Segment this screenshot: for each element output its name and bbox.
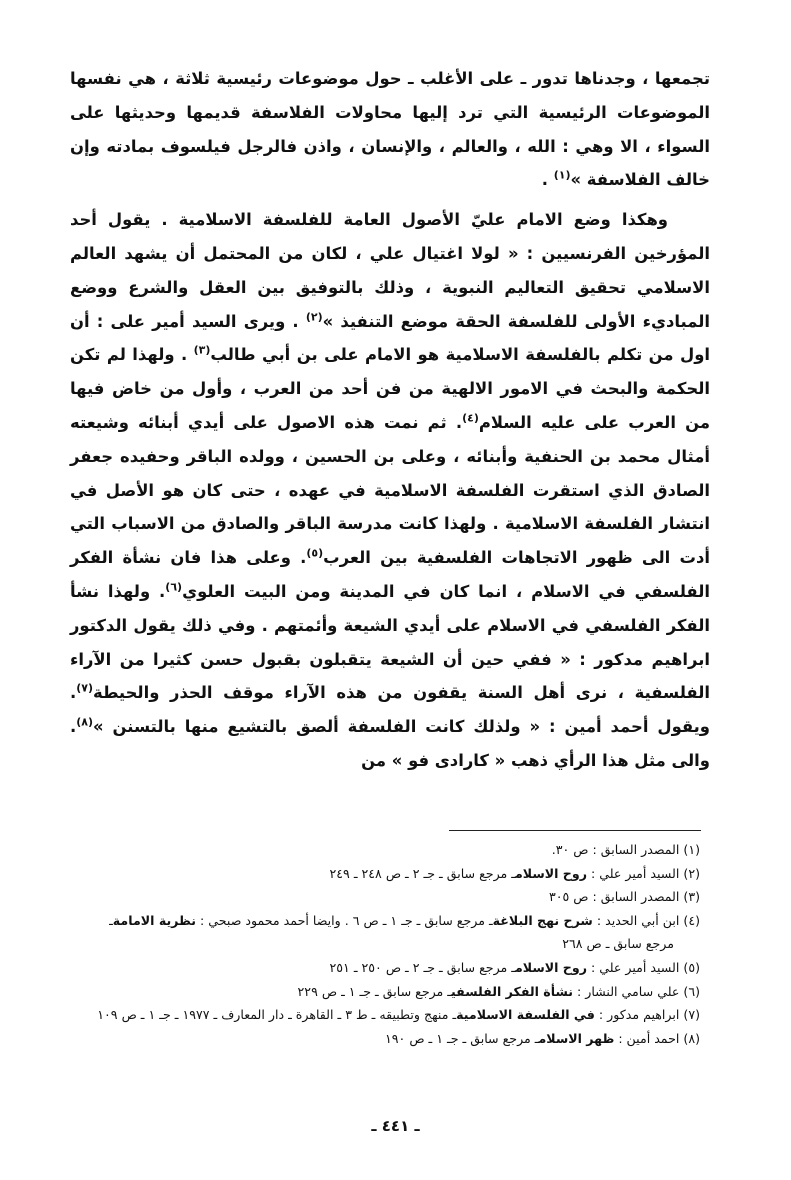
footnote-ref-1: (١): [553, 168, 571, 182]
footnote-book-title: نظرية الامامة: [112, 912, 197, 928]
footnote-text: ابن أبي الحديد :: [592, 912, 680, 928]
footnote-book-title: روح الاسلام: [514, 959, 587, 975]
footnote-ref-8: (٨): [76, 715, 94, 729]
footnote-divider: [449, 830, 701, 831]
footnote-number: (٧): [683, 1007, 700, 1023]
footnote-number: (٣): [683, 889, 700, 905]
footnote-number: (٦): [683, 983, 700, 999]
paragraph-text: .: [541, 170, 554, 190]
footnote-text: ـ مرجع سابق ـ جـ ١ ـ ص ١٩٠: [385, 1030, 539, 1046]
footnote-text: ـ مرجع سابق ـ جـ ١ ـ ص ٢٢٩: [297, 983, 451, 999]
footnote-text: ـ مرجع سابق ـ جـ ١ ـ ص ٦ . وايضا أحمد محمود صبحي :: [196, 912, 493, 928]
paragraph-1: [70, 62, 710, 197]
footnote-text: ابراهيم مدكور :: [594, 1007, 680, 1023]
footnote-number: (٢): [683, 865, 700, 881]
paragraph-text: . وعلى هذا فان نشأة الفكر الفلسفي في الاسلام ، انما كان في المدينة ومن البيت العلوي: [70, 548, 710, 601]
footnote-text: المصدر السابق : ص ٣٠.: [551, 842, 680, 857]
footnote-3: [90, 885, 700, 909]
footnote-ref-2: (٢): [305, 310, 323, 324]
footnote-ref-5: (٥): [306, 546, 324, 560]
footnote-book-title: نشأة الفكر الفلسفي: [451, 983, 574, 999]
paragraph-2: [70, 203, 710, 778]
paragraph-text: . ولهذا لم تكن الحكمة والبحث في الامور الالهية من فن أحد من العرب ، وأول من خاض فيها من العرب على عليه السلام: [70, 345, 710, 432]
footnote-number: (١): [683, 842, 700, 857]
footnotes: [90, 838, 700, 1050]
paragraph-text: تجمعها ، وجدناها تدور ـ على الأغلب ـ حول موضوعات رئيسية ثلاثة ، هي نفسها الموضوعات الرئيسية التي ترد إليها محاولات الفلاسفة قديمها وحديثها على السواء ، الا وهي : الله ، والعالم ، والإنسان ، واذن فالرجل فيلسوف بمادته وإن خالف الفلاسفة »: [70, 69, 710, 190]
footnote-text: ـ مرجع سابق ـ ص ٢٦٨: [109, 912, 674, 952]
footnote-text: المصدر السابق : ص ٣٠٥: [548, 889, 680, 905]
footnote-7: [90, 1003, 700, 1027]
footnote-ref-4: (٤): [462, 411, 479, 425]
footnote-ref-3: (٣): [193, 343, 211, 357]
page-number: ـ ٤٤١ ـ: [371, 1117, 420, 1135]
paragraph-text: . ويرى السيد أمير على : أن اول من تكلم بالفلسفة الاسلامية هو الامام على بن أبي طالب: [70, 311, 711, 365]
footnote-book-title: ظهر الاسلام: [538, 1030, 615, 1046]
footnote-book-title: روح الاسلام: [514, 865, 587, 881]
footnote-book-title: شرح نهج البلاغة: [492, 912, 593, 928]
footnote-text: السيد أمير علي :: [586, 865, 680, 881]
footnote-ref-6: (٦): [165, 580, 183, 594]
paragraph-text: وهكذا وضع الامام عليّ الأصول العامة للفلسفة الاسلامية . يقول أحد المؤرخين الفرنسيين : « لولا اغتيال علي ، لكان من المحتمل أن يشهد العالم الاسلامي تحقيق التعاليم النبوية ، وذلك بالتوفيق بين العقل والشرع ووضع المباديء الأولى للفلسفة الحقة موضع التنفيذ »: [70, 210, 710, 331]
paragraph-text: . ولهذا نشأ الفكر الفلسفي في الاسلام على أيدي الشيعة وأئمتهم . وفي ذلك يقول الدكتور ابراهيم مدكور : « ففي حين أن الشيعة يتقبلون بقبول حسن كثيرا من الآراء الفلسفية ، نرى أهل السنة يقفون من هذه الآراء موقف الحذر والحيطة: [70, 581, 710, 703]
footnote-text: علي سامي النشار :: [573, 983, 680, 999]
footnote-book-title: في الفلسفة الاسلامية: [456, 1007, 595, 1023]
paragraph-text: . ثم نمت هذه الاصول على أيدي أبنائه وشيعته أمثال محمد بن الحنفية وأبنائه ، وعلى بن الحسين ، وولده الباقر وحفيده جعفر الصادق الذي استقرت الفلسفة الاسلامية في عهده ، حتى كان هو الأصل في انتشار الفلسفة الاسلامية . ولهذا كانت مدرسة الباقر والصادق من الاسباب التي أدت الى ظهور الاتجاهات الفلسفية بين العرب: [70, 412, 710, 568]
footnote-number: (٥): [683, 959, 700, 975]
footnote-text: احمد أمين :: [614, 1030, 680, 1046]
footnote-5: [90, 956, 700, 980]
footnote-8: [90, 1027, 700, 1051]
main-text: [70, 62, 710, 778]
footnote-6: [90, 980, 700, 1004]
footnote-text: ـ مرجع سابق ـ جـ ٢ ـ ص ٢٤٨ ـ ٢٤٩: [329, 865, 515, 881]
footnote-1: [90, 838, 700, 862]
footnote-ref-7: (٧): [76, 681, 94, 695]
footnote-2: [90, 862, 700, 886]
footnote-4: [90, 909, 700, 956]
footnote-text: السيد أمير علي :: [586, 959, 680, 975]
paragraph-text: . ويقول أحمد أمين : « ولذلك كانت الفلسفة ألصق بالتشيع منها بالتسنن »: [70, 683, 710, 737]
footnote-number: (٤): [683, 912, 700, 928]
footnote-text: ـ منهج وتطبيقه ـ ط ٣ ـ القاهرة ـ دار المعارف ـ ١٩٧٧ ـ جـ ١ ـ ص ١٠٩: [97, 1007, 457, 1023]
footnote-text: ـ مرجع سابق ـ جـ ٢ ـ ص ٢٥٠ ـ ٢٥١: [329, 959, 515, 975]
footnote-number: (٨): [683, 1030, 700, 1046]
paragraph-text: . والى مثل هذا الرأي ذهب « كارادى فو » من: [70, 717, 710, 770]
